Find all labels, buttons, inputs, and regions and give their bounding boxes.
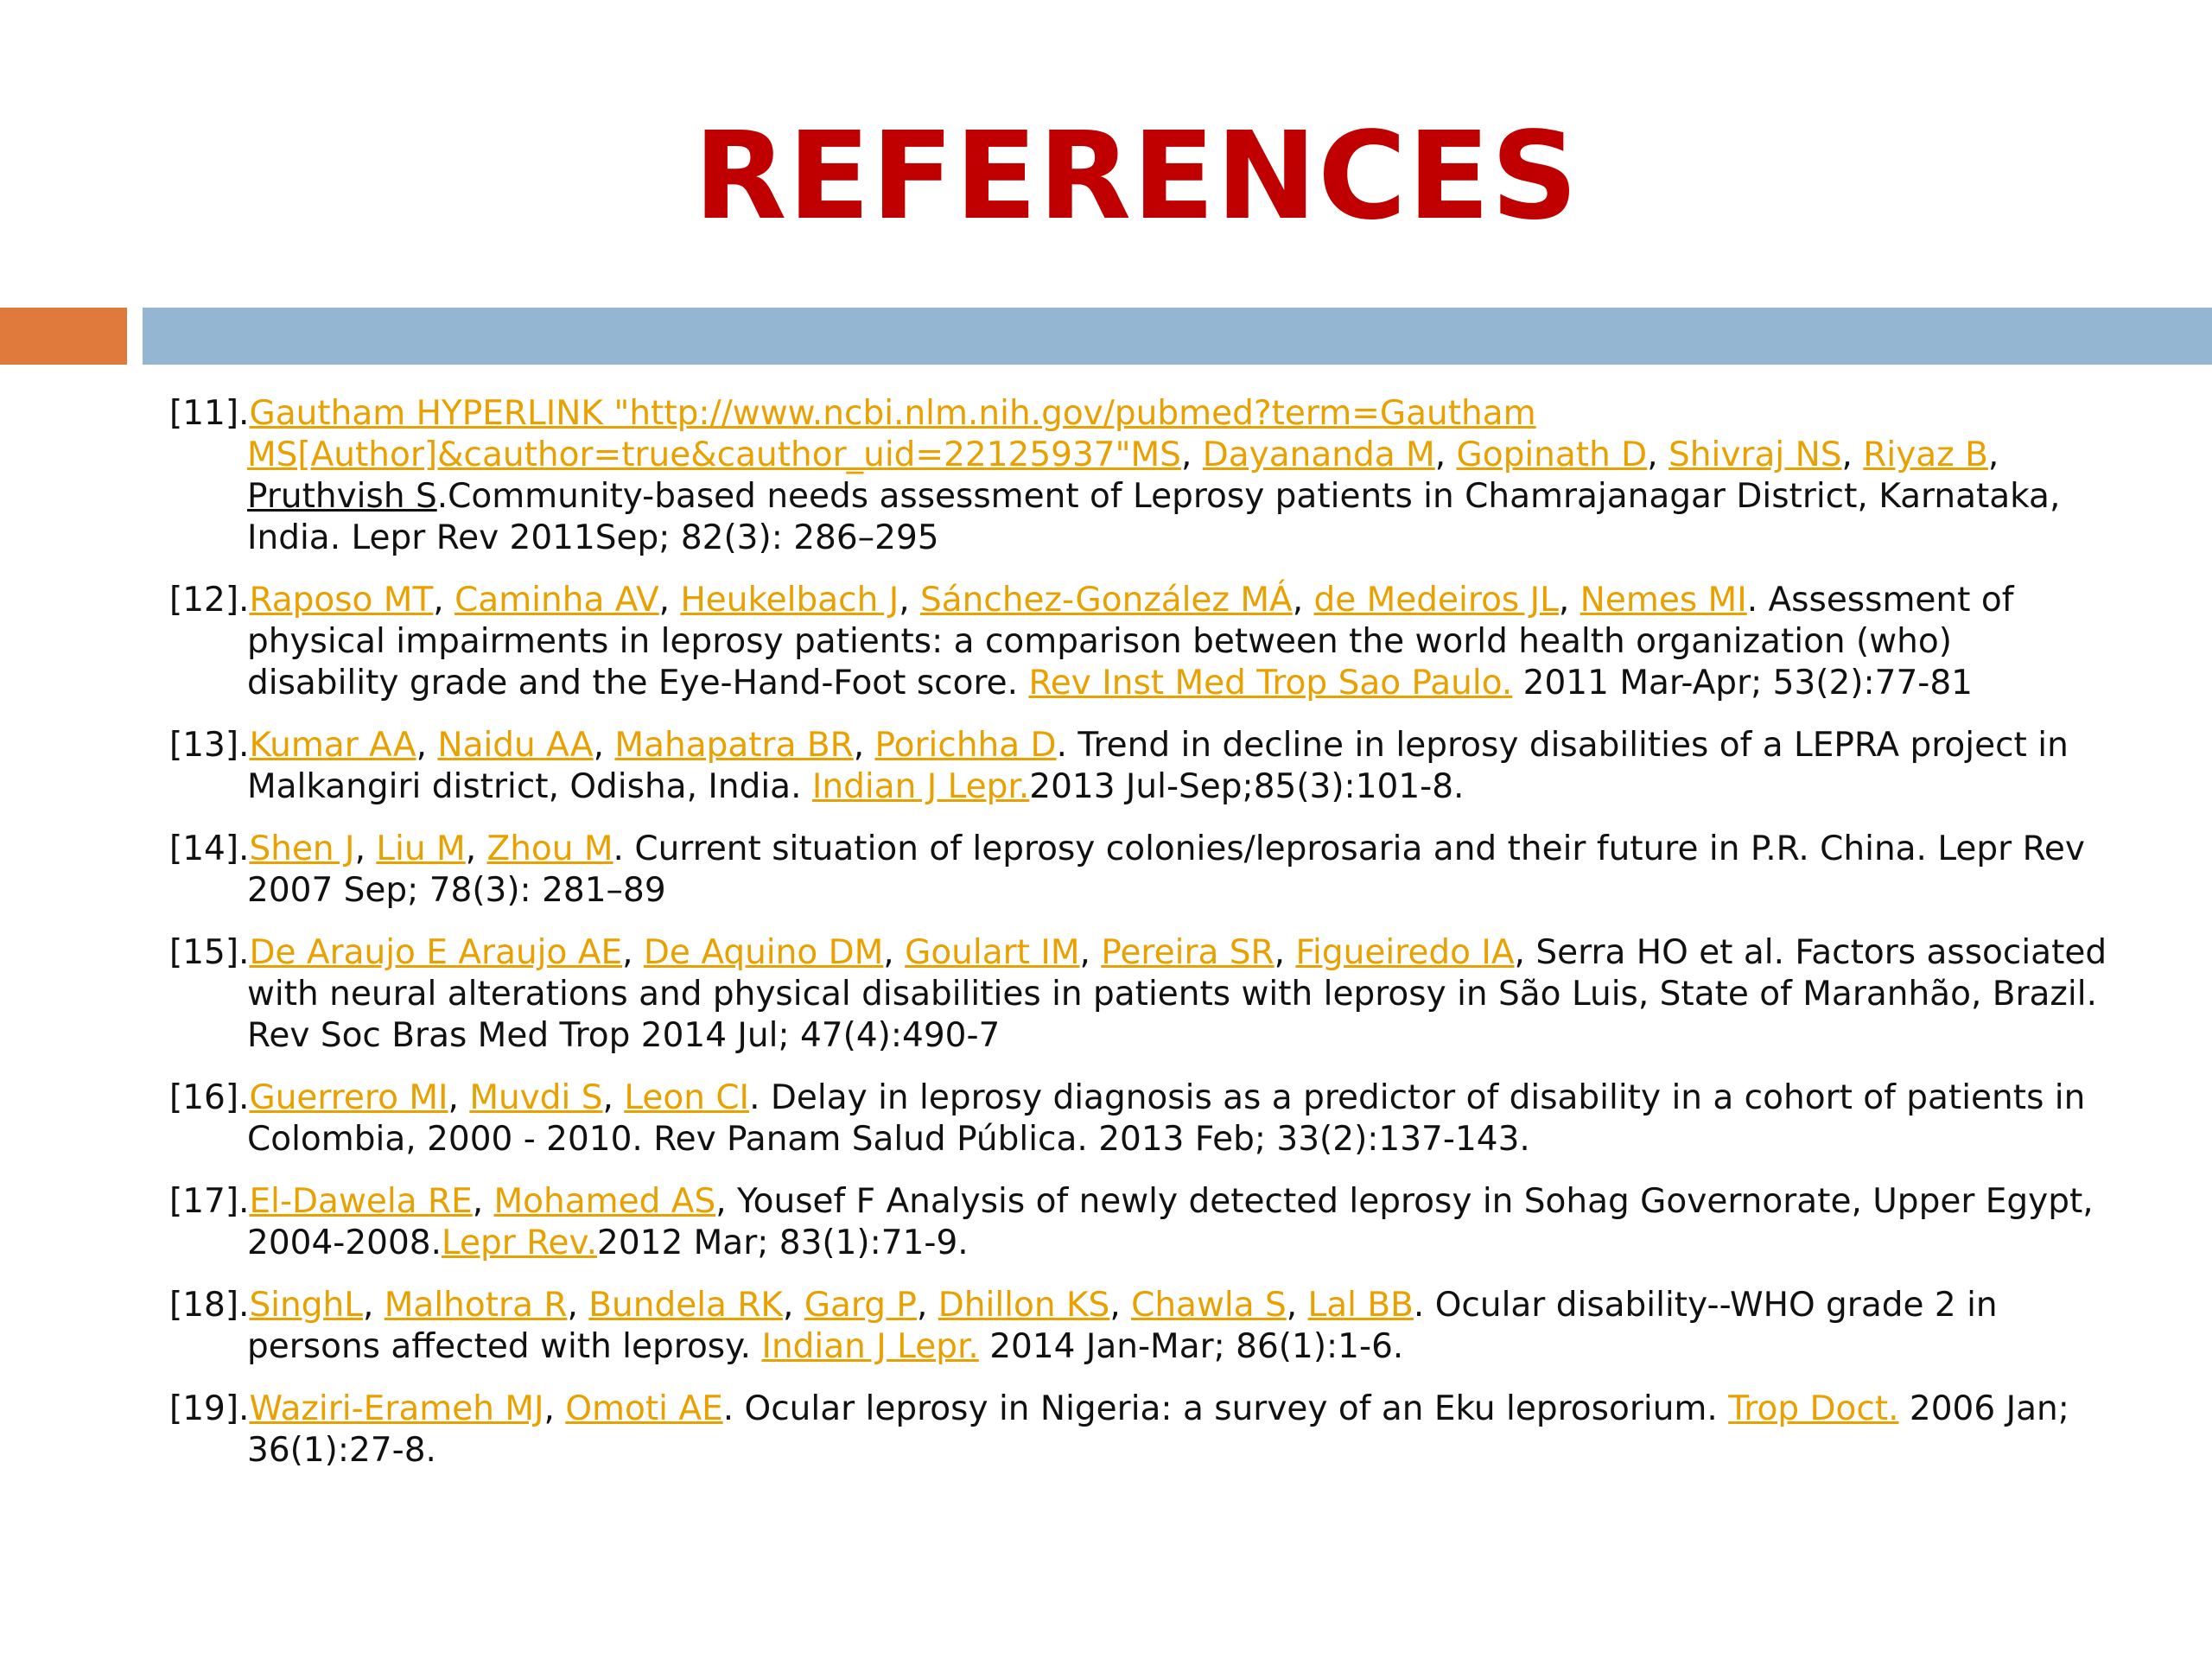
reference-text: , <box>354 830 377 868</box>
reference-link[interactable]: Leon CI <box>624 1078 750 1117</box>
accent-bar-orange <box>0 308 127 365</box>
reference-link[interactable]: Dhillon KS <box>938 1286 1110 1325</box>
reference-text: 2006 Jan; 36(1):27-8. <box>247 1389 2069 1470</box>
reference-text: , <box>1180 435 1203 474</box>
reference-link[interactable]: Lepr Rev. <box>441 1224 597 1262</box>
reference-link[interactable]: Zhou M <box>486 830 613 868</box>
reference-text: . Ocular disability--WHO grade 2 in persons affected with leprosy. <box>247 1286 1998 1366</box>
reference-text: , <box>899 581 921 620</box>
reference-text: . Delay in leprosy diagnosis as a predictor of disability in a cohort of patients in Colombia, 2000 - 2010. Rev Panam Salud Pública. 2013 Feb; 33(2):137-143. <box>247 1078 2086 1159</box>
reference-link[interactable]: Indian J Lepr. <box>811 767 1030 806</box>
reference-link[interactable]: SinghL <box>249 1286 363 1325</box>
reference-link[interactable]: Mohamed AS <box>493 1182 716 1221</box>
reference-number: [17]. <box>169 1182 250 1221</box>
reference-number: [13]. <box>169 726 250 765</box>
reference-text: , <box>602 1078 625 1117</box>
reference-link[interactable]: Goulart IM <box>905 933 1080 972</box>
reference-item <box>169 1077 2113 1160</box>
reference-number: [18]. <box>169 1286 250 1325</box>
reference-link[interactable]: Shen J <box>249 830 355 868</box>
reference-list <box>169 393 2113 1492</box>
reference-number: [15]. <box>169 933 250 972</box>
reference-link[interactable]: Nemes MI <box>1580 581 1747 620</box>
reference-text: , <box>1286 1286 1308 1325</box>
reference-item <box>169 1181 2113 1264</box>
reference-text: 2013 Jul-Sep;85(3):101-8. <box>1029 767 1465 806</box>
reference-link[interactable]: El-Dawela RE <box>249 1182 473 1221</box>
reference-item <box>169 393 2113 559</box>
reference-link[interactable]: Gopinath D <box>1456 435 1648 474</box>
reference-text: , <box>1558 581 1580 620</box>
accent-bar-blue <box>143 308 2212 365</box>
reference-link[interactable]: Trop Doct. <box>1728 1389 1899 1428</box>
reference-link[interactable]: Chawla S <box>1131 1286 1287 1325</box>
reference-link[interactable]: de Medeiros JL <box>1313 581 1559 620</box>
reference-text: , <box>433 581 455 620</box>
reference-text: . Current situation of leprosy colonies/leprosaria and their future in P.R. China. Lepr Rev 2007 Sep; 78(3): 281–89 <box>247 830 2085 910</box>
reference-link[interactable]: Raposo MT <box>249 581 434 620</box>
reference-text: , <box>1987 435 1999 474</box>
reference-link[interactable]: Guerrero MI <box>249 1078 448 1117</box>
reference-link[interactable]: Naidu AA <box>437 726 594 765</box>
reference-item <box>169 829 2113 912</box>
reference-text: 2012 Mar; 83(1):71-9. <box>597 1224 969 1262</box>
reference-item <box>169 1285 2113 1368</box>
reference-text: , <box>1434 435 1457 474</box>
reference-link[interactable]: Garg P <box>804 1286 917 1325</box>
reference-link[interactable]: Sánchez-González MÁ <box>920 581 1293 620</box>
slide-title: REFERENCES <box>693 106 1580 247</box>
reference-link[interactable]: Dayananda M <box>1202 435 1435 474</box>
reference-item <box>169 1389 2113 1471</box>
reference-text: , Serra HO et al. Factors associated with neural alterations and physical disabilities in patients with leprosy in São Luis, State of Maranhão, Brazil. Rev Soc Bras Med Trop 2014 Jul; 47(4):490-7 <box>247 933 2107 1055</box>
reference-link[interactable]: Gautham HYPERLINK "http://www.ncbi.nlm.nih.gov/pubmed?term=Gautham MS[Author]&cauthor=true&cauthor_uid=22125937"MS <box>247 394 1536 474</box>
reference-text: , <box>593 726 615 765</box>
reference-number: [16]. <box>169 1078 250 1117</box>
reference-text: , <box>567 1286 589 1325</box>
reference-text: , <box>543 1389 566 1428</box>
reference-text: , <box>1292 581 1314 620</box>
reference-link[interactable]: Rev Inst Med Trop Sao Paulo. <box>1028 664 1513 702</box>
reference-link[interactable]: Figueiredo IA <box>1295 933 1515 972</box>
reference-item <box>169 932 2113 1057</box>
reference-link[interactable]: Muvdi S <box>469 1078 603 1117</box>
reference-text: , <box>1109 1286 1132 1325</box>
reference-text: , <box>622 933 644 972</box>
reference-text: . Assessment of physical impairments in leprosy patients: a comparison between the world health organization (who) disability grade and the Eye-Hand-Foot score. <box>247 581 2014 702</box>
reference-link[interactable]: Kumar AA <box>249 726 416 765</box>
reference-link[interactable]: Shivraj NS <box>1669 435 1842 474</box>
reference-text: , <box>1274 933 1296 972</box>
reference-text: , <box>416 726 438 765</box>
reference-link[interactable]: Pereira SR <box>1101 933 1274 972</box>
reference-text: 2014 Jan-Mar; 86(1):1-6. <box>978 1327 1404 1366</box>
reference-link[interactable]: Omoti AE <box>565 1389 723 1428</box>
reference-text: . Trend in decline in leprosy disabilities of a LEPRA project in Malkangiri district, Odisha, India. <box>247 726 2069 806</box>
reference-link[interactable]: Indian J Lepr. <box>761 1327 979 1366</box>
reference-text: , <box>883 933 906 972</box>
reference-link[interactable]: De Araujo E Araujo AE <box>249 933 623 972</box>
reference-number: [11]. <box>169 394 250 433</box>
reference-text: .Community-based needs assessment of Leprosy patients in Chamrajanagar District, Karnataka, India. Lepr Rev 2011Sep; 82(3): 286–295 <box>247 477 2061 557</box>
reference-underlined-text: Pruthvish S <box>247 477 437 516</box>
reference-number: [12]. <box>169 581 250 620</box>
reference-number: [14]. <box>169 830 250 868</box>
reference-item <box>169 725 2113 808</box>
reference-text: , <box>362 1286 385 1325</box>
reference-text: , Yousef F Analysis of newly detected leprosy in Sohag Governorate, Upper Egypt, 2004-2008. <box>247 1182 2094 1262</box>
reference-link[interactable]: Bundela RK <box>588 1286 784 1325</box>
reference-number: [19]. <box>169 1389 250 1428</box>
reference-link[interactable]: Caminha AV <box>454 581 659 620</box>
reference-link[interactable]: De Aquino DM <box>643 933 884 972</box>
reference-text: , <box>783 1286 804 1325</box>
reference-text: , <box>1079 933 1102 972</box>
reference-text: , <box>448 1078 470 1117</box>
reference-link[interactable]: Heukelbach J <box>680 581 899 620</box>
reference-text: , <box>465 830 487 868</box>
reference-link[interactable]: Lal BB <box>1307 1286 1414 1325</box>
reference-text: 2011 Mar-Apr; 53(2):77-81 <box>1512 664 1973 702</box>
reference-text: , <box>1841 435 1864 474</box>
reference-text: , <box>853 726 875 765</box>
reference-link[interactable]: Malhotra R <box>384 1286 568 1325</box>
reference-link[interactable]: Porichha D <box>874 726 1057 765</box>
reference-text: , <box>472 1182 494 1221</box>
reference-text: , <box>1647 435 1669 474</box>
reference-link[interactable]: Waziri-Erameh MJ <box>249 1389 544 1428</box>
reference-link[interactable]: Liu M <box>376 830 466 868</box>
reference-text: , <box>916 1286 938 1325</box>
reference-link[interactable]: Mahapatra BR <box>614 726 854 765</box>
reference-link[interactable]: Riyaz B <box>1863 435 1988 474</box>
reference-text: . Ocular leprosy in Nigeria: a survey of an Eku leprosorium. <box>722 1389 1729 1428</box>
reference-text: , <box>658 581 681 620</box>
reference-item <box>169 580 2113 704</box>
